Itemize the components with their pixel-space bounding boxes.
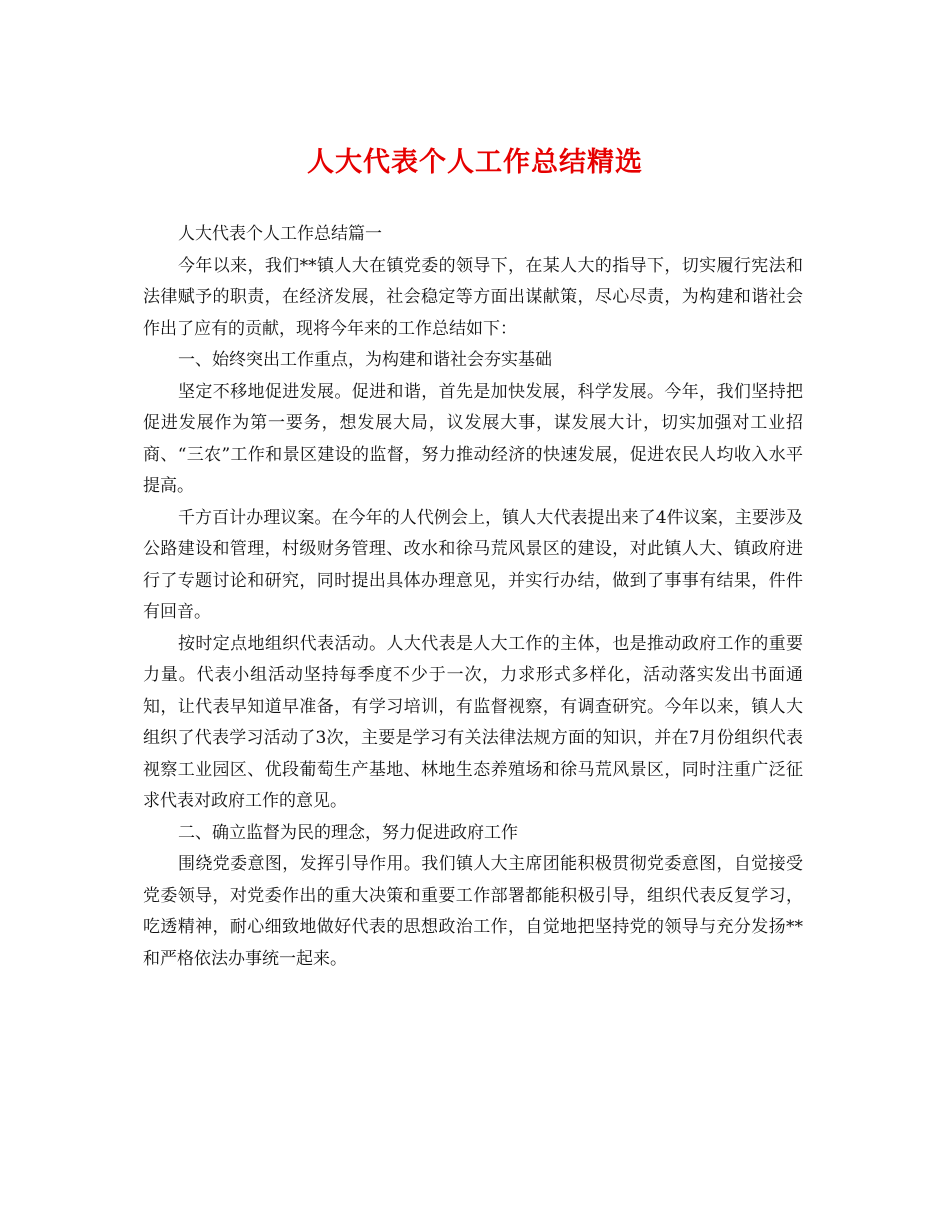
paragraph: 按时定点地组织代表活动。人大代表是人大工作的主体，也是推动政府工作的重要力量。代表小组活动坚持每季度不少于一次，力求形式多样化，活动落实发出书面通知，让代表早知道早准备，有学习培训，有监督视察，有调查研究。今年以来，镇人大组织了代表学习活动了3次，主要是学习有关法律法规方面的知识，并在7月份组织代表视察工业园区、优段葡萄生产基地、林地生态养殖场和徐马荒风景区，同时注重广泛征求代表对政府工作的意见。 — [143, 633, 803, 811]
section-heading: 人大代表个人工作总结篇一 — [178, 224, 382, 244]
paragraph: 今年以来，我们**镇人大在镇党委的领导下，在某人大的指导下，切实履行宪法和法律赋予的职责，在经济发展，社会稳定等方面出谋献策，尽心尽责，为构建和谐社会作出了应有的贡献，现将今年来的工作总结如下： — [143, 255, 803, 339]
document-body — [143, 219, 803, 975]
document-title: 人大代表个人工作总结精选 — [307, 147, 643, 178]
section-heading: 二、确立监督为民的理念，努力促进政府工作 — [178, 822, 518, 843]
paragraph: 坚定不移地促进发展。促进和谐，首先是加快发展，科学发展。今年，我们坚持把促进发展作为第一要务，想发展大局，议发展大事，谋发展大计，切实加强对工业招商、“三农”工作和景区建设的监督，努力推动经济的快速发展，促进农民人均收入水平提高。 — [143, 381, 803, 496]
paragraph: 围绕党委意图，发挥引导作用。我们镇人大主席团能积极贯彻党委意图，自觉接受党委领导，对党委作出的重大决策和重要工作部署都能积极引导，组织代表反复学习，吃透精神，耐心细致地做好代表的思想政治工作，自觉地把坚持党的领导与充分发扬**和严格依法办事统一起来。 — [143, 854, 803, 969]
paragraph: 千方百计办理议案。在今年的人代例会上，镇人大代表提出来了4件议案，主要涉及公路建设和管理，村级财务管理、改水和徐马荒风景区的建设，对此镇人大、镇政府进行了专题讨论和研究，同时提出具体办理意见，并实行办结，做到了事事有结果，件件有回音。 — [143, 507, 803, 622]
section-heading: 一、始终突出工作重点，为构建和谐社会夯实基础 — [178, 350, 552, 370]
